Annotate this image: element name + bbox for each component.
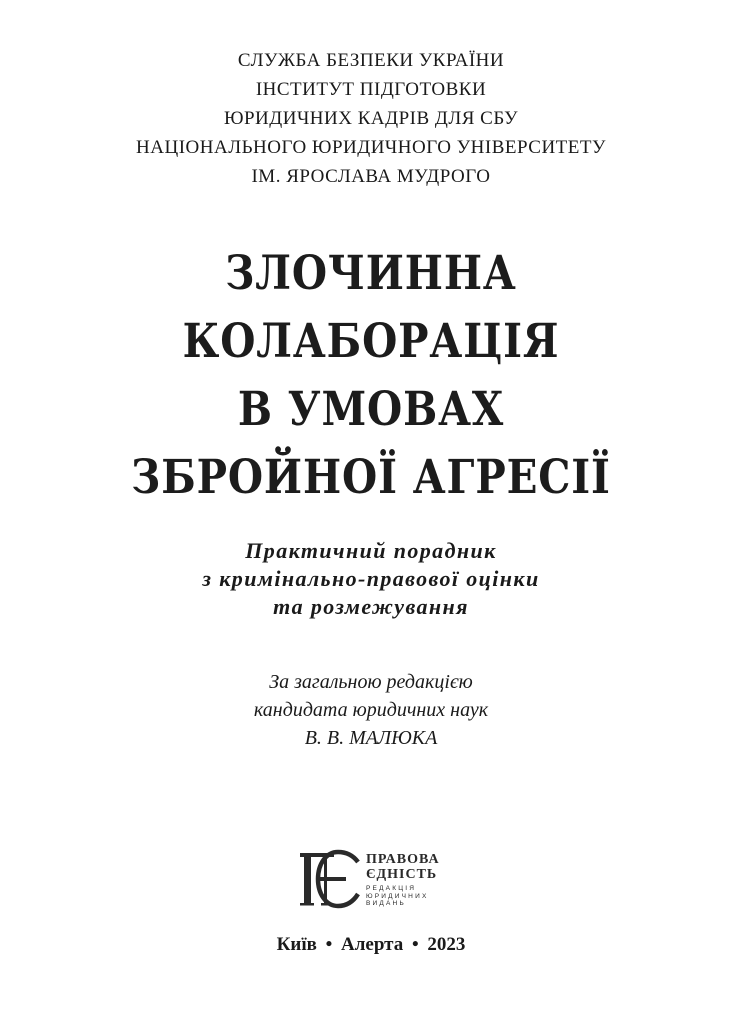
imprint-publisher: Алерта bbox=[341, 934, 404, 955]
book-title bbox=[0, 240, 742, 512]
editor-line: кандидата юридичних наук bbox=[253, 699, 489, 721]
imprint-year: 2023 bbox=[427, 934, 466, 955]
publisher-logo-text bbox=[366, 852, 440, 908]
imprint-line bbox=[0, 933, 742, 957]
institution-line: ІНСТИТУТ ПІДГОТОВКИ bbox=[255, 79, 487, 100]
institution-line: ІМ. ЯРОСЛАВА МУДРОГО bbox=[251, 166, 491, 187]
publisher-tagline bbox=[366, 885, 440, 908]
title-line: ЗБРОЙНОЇ АГРЕСІЇ bbox=[131, 450, 611, 505]
publisher-logo bbox=[296, 848, 456, 912]
institution-line: ЮРИДИЧНИХ КАДРІВ ДЛЯ СБУ bbox=[223, 108, 519, 129]
publisher-tagline-line: ЮРИДИЧНИХ bbox=[366, 892, 429, 900]
imprint-city: Київ bbox=[276, 934, 317, 955]
institution-line: СЛУЖБА БЕЗПЕКИ УКРАЇНИ bbox=[237, 50, 505, 71]
imprint-separator: • bbox=[411, 934, 419, 955]
imprint-separator: • bbox=[325, 934, 333, 955]
subtitle-line: з кримінально-правової оцінки bbox=[202, 566, 540, 591]
publisher-tagline-line: ВИДАНЬ bbox=[366, 900, 406, 907]
publisher-tagline-line: РЕДАКЦІЯ bbox=[366, 885, 417, 892]
editor-name: В. В. МАЛЮКА bbox=[304, 727, 438, 749]
title-line: В УМОВАХ bbox=[237, 382, 505, 437]
publisher-name-line: ПРАВОВА bbox=[366, 852, 440, 867]
title-line: КОЛАБОРАЦІЯ bbox=[182, 314, 560, 369]
title-line: ЗЛОЧИННА bbox=[225, 246, 517, 301]
institution-line: НАЦІОНАЛЬНОГО ЮРИДИЧНОГО УНІВЕРСИТЕТУ bbox=[136, 137, 606, 158]
institution-block bbox=[0, 46, 742, 191]
subtitle-line: та розмежування bbox=[273, 594, 469, 619]
book-subtitle bbox=[0, 537, 742, 621]
editor-line: За загальною редакцією bbox=[269, 671, 473, 693]
publisher-logo-icon bbox=[296, 848, 362, 910]
subtitle-line: Практичний порадник bbox=[245, 538, 497, 563]
publisher-name-line: ЄДНІСТЬ bbox=[366, 867, 438, 882]
editor-block bbox=[0, 668, 742, 752]
